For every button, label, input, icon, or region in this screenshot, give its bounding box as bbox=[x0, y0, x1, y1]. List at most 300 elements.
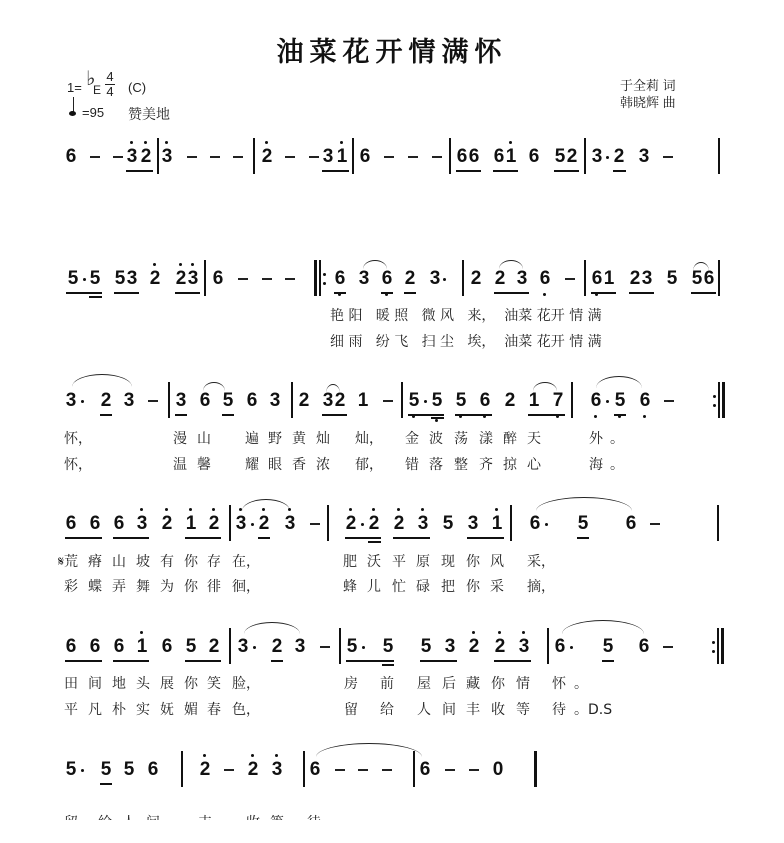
barline bbox=[401, 382, 403, 418]
note: 3 bbox=[322, 146, 334, 167]
underline bbox=[66, 292, 102, 294]
lyric: 瘠 bbox=[88, 554, 102, 570]
lyric: 采， bbox=[527, 554, 555, 570]
double-underline bbox=[431, 417, 444, 419]
note: 3 bbox=[517, 636, 531, 658]
dash bbox=[310, 523, 320, 525]
underline bbox=[114, 292, 139, 294]
underline bbox=[393, 537, 430, 539]
barline bbox=[718, 260, 720, 296]
lyric: 等 bbox=[516, 702, 530, 718]
underline bbox=[602, 660, 614, 662]
underline bbox=[467, 537, 504, 539]
lyric: 前 bbox=[380, 676, 394, 692]
note: 5 bbox=[114, 268, 126, 289]
note: 5 bbox=[222, 390, 234, 411]
lyric: 待 bbox=[552, 702, 566, 718]
note: 5 bbox=[602, 636, 614, 657]
underline bbox=[334, 292, 346, 294]
tempo: =95 bbox=[82, 105, 105, 120]
lyric: 温 bbox=[173, 457, 187, 473]
lyric: 凡 bbox=[88, 702, 102, 718]
note: 1 bbox=[135, 636, 149, 658]
lyric: 落 bbox=[429, 457, 443, 473]
lyric: 春 bbox=[207, 702, 221, 718]
lyric: 外 bbox=[589, 431, 603, 447]
note: 6 bbox=[478, 390, 492, 412]
lyric: 地 bbox=[112, 676, 126, 692]
barline bbox=[327, 505, 329, 541]
note: 3 bbox=[467, 513, 479, 534]
note: 2 bbox=[613, 146, 625, 167]
lyric: 笑 bbox=[207, 676, 221, 692]
lyric: 你 bbox=[184, 676, 198, 692]
lyric: 怀， bbox=[64, 457, 92, 473]
note: 5 bbox=[346, 636, 358, 657]
underline bbox=[614, 414, 626, 416]
note: 6 bbox=[625, 513, 637, 534]
dash bbox=[309, 156, 319, 158]
underline bbox=[65, 537, 102, 539]
underline bbox=[113, 537, 149, 539]
dash bbox=[90, 156, 100, 158]
underline bbox=[591, 292, 616, 294]
dash bbox=[187, 156, 197, 158]
note: 3 bbox=[126, 268, 138, 289]
note: 1 bbox=[335, 146, 349, 168]
dash bbox=[358, 769, 368, 771]
lyric: 漾 bbox=[479, 431, 493, 447]
lyric: 实 bbox=[136, 702, 150, 718]
note: 2 bbox=[494, 268, 506, 289]
note: 5 bbox=[65, 759, 77, 780]
note: 6 bbox=[65, 636, 77, 657]
dash bbox=[469, 769, 479, 771]
underline bbox=[493, 170, 518, 172]
lyric: 醉 bbox=[503, 431, 517, 447]
lyric: 𝄋荒 bbox=[58, 554, 79, 570]
augmentation-dot bbox=[606, 156, 609, 159]
dash bbox=[432, 156, 442, 158]
note: 3 bbox=[294, 636, 306, 657]
lyric: 沃 bbox=[367, 554, 381, 570]
lyric: 藏 bbox=[466, 676, 480, 692]
note: 6 bbox=[589, 390, 603, 412]
lyric: 给 bbox=[380, 702, 394, 718]
lyric: 忙 bbox=[392, 579, 406, 595]
underline bbox=[577, 537, 589, 539]
note: 6 bbox=[113, 513, 125, 534]
lyrics-line-2-verse-2: 细 雨 纷 飞 扫 尘 埃， 油菜 花开 情 满 bbox=[330, 334, 602, 350]
repeat-end-barline bbox=[717, 628, 719, 664]
bottom-crop-mask bbox=[0, 820, 784, 843]
lyric: 错 bbox=[405, 457, 419, 473]
note: 6 bbox=[468, 146, 480, 167]
barline bbox=[717, 505, 719, 541]
underline bbox=[258, 537, 270, 539]
lyric: 。 bbox=[610, 457, 624, 473]
lyric: 头 bbox=[136, 676, 150, 692]
note: 2 bbox=[470, 268, 482, 289]
dash bbox=[565, 278, 575, 280]
note: 2 bbox=[246, 759, 260, 781]
underline bbox=[100, 414, 112, 416]
note: 5 bbox=[577, 513, 589, 534]
dash bbox=[663, 646, 673, 648]
note: 3 bbox=[175, 390, 187, 411]
note: 3 bbox=[429, 268, 441, 289]
note: 6 bbox=[703, 268, 715, 289]
lyric: 你 bbox=[184, 579, 198, 595]
underline bbox=[381, 292, 393, 294]
note: 6 bbox=[89, 636, 101, 657]
underline bbox=[528, 414, 565, 416]
barline bbox=[229, 628, 231, 664]
note: 3 bbox=[269, 390, 281, 411]
lyric: 灿 bbox=[316, 431, 330, 447]
lyric: 原 bbox=[416, 554, 430, 570]
note: 2 bbox=[392, 513, 406, 535]
lyric: 山 bbox=[197, 431, 211, 447]
key-note: E bbox=[93, 83, 102, 97]
note: 3 bbox=[516, 268, 528, 289]
underline bbox=[420, 660, 457, 662]
note: 6 bbox=[161, 636, 173, 657]
note: 6 bbox=[554, 636, 566, 657]
lyric: 浓 bbox=[316, 457, 330, 473]
repeat-dot bbox=[323, 282, 326, 285]
note: 5 bbox=[691, 268, 703, 289]
augmentation-dot bbox=[545, 523, 548, 526]
lyric: 风 bbox=[490, 554, 504, 570]
note: 6 bbox=[246, 390, 258, 411]
lyric: 肥 bbox=[343, 554, 357, 570]
underline bbox=[185, 660, 221, 662]
note: 6 bbox=[199, 390, 211, 411]
note: 2 bbox=[566, 146, 578, 167]
note: 5 bbox=[420, 636, 432, 657]
augmentation-dot bbox=[253, 646, 256, 649]
underline bbox=[126, 170, 153, 172]
note: 3 bbox=[160, 146, 174, 168]
barline bbox=[571, 382, 573, 418]
note: 2 bbox=[493, 636, 507, 658]
underline bbox=[408, 414, 444, 416]
note: 5 bbox=[100, 759, 112, 780]
underline bbox=[185, 537, 221, 539]
note: 3 bbox=[270, 759, 284, 781]
note: 2 bbox=[344, 513, 358, 535]
lyric: 香 bbox=[292, 457, 306, 473]
dash bbox=[238, 278, 248, 280]
underline bbox=[100, 783, 112, 785]
augmentation-dot bbox=[606, 400, 609, 403]
slur bbox=[316, 743, 422, 757]
lyric: 灿， bbox=[355, 431, 383, 447]
underline bbox=[322, 414, 347, 416]
slur bbox=[242, 499, 290, 511]
note: 1 bbox=[603, 268, 615, 289]
underline bbox=[222, 414, 234, 416]
lyric: 脸， bbox=[232, 676, 260, 692]
lyric: 你 bbox=[466, 579, 480, 595]
barline bbox=[352, 138, 354, 174]
lyric: 山 bbox=[112, 554, 126, 570]
lyric: 收 bbox=[491, 702, 505, 718]
note: 6 bbox=[529, 513, 541, 534]
note: 5 bbox=[67, 268, 79, 289]
underline bbox=[455, 414, 492, 416]
underline bbox=[113, 660, 149, 662]
note: 6 bbox=[65, 513, 77, 534]
barline bbox=[339, 628, 341, 664]
barline bbox=[291, 382, 293, 418]
dash bbox=[148, 400, 158, 402]
key-signature bbox=[67, 80, 82, 95]
repeat-dot bbox=[713, 404, 716, 407]
barline bbox=[181, 751, 183, 787]
note: 3 bbox=[591, 146, 603, 167]
lyric: 。 bbox=[574, 676, 588, 692]
barline bbox=[449, 138, 451, 174]
note: 6 bbox=[359, 146, 371, 167]
score-line-3 bbox=[0, 390, 784, 430]
lyric: 。 bbox=[610, 431, 624, 447]
lyric: 波 bbox=[429, 431, 443, 447]
note: 1 bbox=[357, 390, 369, 411]
barline bbox=[204, 260, 206, 296]
note: 2 bbox=[148, 268, 162, 290]
slur bbox=[536, 497, 632, 511]
note: 6 bbox=[65, 146, 77, 167]
lyrics-line-2-verse-1: 艳 阳 暖 照 微 风 来， 油菜 花开 情 满 bbox=[330, 308, 602, 324]
expression-mark: 赞美地 bbox=[128, 106, 170, 122]
note: 2 bbox=[404, 268, 416, 289]
lyric: 朴 bbox=[112, 702, 126, 718]
augmentation-dot bbox=[251, 523, 254, 526]
slur bbox=[562, 620, 644, 634]
dash bbox=[445, 769, 455, 771]
note: 3 bbox=[641, 268, 653, 289]
dash bbox=[335, 769, 345, 771]
lyricist: 于全莉 词 bbox=[620, 78, 676, 93]
underline bbox=[613, 170, 626, 172]
note: 6 bbox=[147, 759, 159, 780]
lyric: 儿 bbox=[367, 579, 381, 595]
note: 6 bbox=[333, 268, 347, 290]
note: 2 bbox=[504, 390, 516, 411]
note: 5 bbox=[554, 146, 566, 167]
note: 5 bbox=[666, 268, 678, 289]
lyric: 遍 bbox=[245, 431, 259, 447]
barline bbox=[584, 138, 586, 174]
lyric: 人 bbox=[417, 702, 431, 718]
lyric: 彩 bbox=[64, 579, 78, 595]
underline bbox=[494, 660, 531, 662]
note: 6 bbox=[113, 636, 125, 657]
note: 5 bbox=[382, 636, 394, 657]
repeat-end-barline-thick bbox=[722, 382, 725, 418]
alt-key: (C) bbox=[128, 80, 147, 95]
augmentation-dot bbox=[443, 278, 446, 281]
underline bbox=[629, 292, 654, 294]
lyric: 平 bbox=[392, 554, 406, 570]
repeat-start-barline bbox=[314, 260, 317, 296]
lyric: 耀 bbox=[245, 457, 259, 473]
note: 1 bbox=[528, 390, 540, 411]
dash bbox=[224, 769, 234, 771]
repeat-end-barline bbox=[718, 382, 720, 418]
note: 3 bbox=[186, 268, 200, 290]
repeat-dot bbox=[323, 273, 326, 276]
lyric: 蝶 bbox=[88, 579, 102, 595]
score-line-2 bbox=[0, 268, 784, 308]
note: 6 bbox=[419, 759, 431, 780]
underline bbox=[346, 660, 394, 662]
lyric: 荡 bbox=[454, 431, 468, 447]
lyric: 你 bbox=[466, 554, 480, 570]
dash bbox=[663, 156, 673, 158]
barline bbox=[303, 751, 305, 787]
note: 2 bbox=[257, 513, 271, 535]
time-sig-top: 4 bbox=[106, 69, 114, 84]
note: 5 bbox=[454, 390, 468, 412]
note: 6 bbox=[538, 268, 552, 290]
lyric: 色， bbox=[232, 702, 260, 718]
note: 5 bbox=[89, 268, 101, 289]
lyric: 馨 bbox=[197, 457, 211, 473]
lyric: 展 bbox=[160, 676, 174, 692]
lyric: 天 bbox=[527, 431, 541, 447]
lyric: 间 bbox=[88, 676, 102, 692]
note: 1 bbox=[504, 146, 518, 168]
score-line-1 bbox=[0, 146, 784, 186]
score-line-4 bbox=[0, 513, 784, 553]
augmentation-dot bbox=[570, 646, 573, 649]
underline bbox=[65, 660, 102, 662]
dash bbox=[320, 646, 330, 648]
note: 3 bbox=[444, 636, 456, 657]
note: 3 bbox=[358, 268, 370, 289]
note: 1 bbox=[490, 513, 504, 535]
lyric: 郁， bbox=[355, 457, 383, 473]
note: 6 bbox=[380, 268, 394, 290]
lyric: 徊， bbox=[232, 579, 260, 595]
dash bbox=[113, 156, 123, 158]
lyric: 弄 bbox=[112, 579, 126, 595]
lyric: 摘， bbox=[527, 579, 555, 595]
note: 6 bbox=[456, 146, 468, 167]
slur bbox=[244, 622, 300, 634]
note: 2 bbox=[298, 390, 310, 411]
lyric: 在， bbox=[232, 554, 260, 570]
note: 6 bbox=[638, 636, 650, 657]
lyric: 野 bbox=[268, 431, 282, 447]
barline bbox=[510, 505, 512, 541]
note: 2 bbox=[208, 636, 220, 657]
dash bbox=[262, 278, 272, 280]
lyric: 间 bbox=[442, 702, 456, 718]
augmentation-dot bbox=[361, 523, 364, 526]
note: 2 bbox=[334, 390, 346, 411]
dash bbox=[285, 278, 295, 280]
repeat-dot bbox=[712, 641, 715, 644]
note: 2 bbox=[629, 268, 641, 289]
note: 3 bbox=[416, 513, 430, 535]
lyric: 情 bbox=[516, 676, 530, 692]
score-line-5 bbox=[0, 636, 784, 676]
note: 2 bbox=[160, 513, 174, 535]
note: 5 bbox=[442, 513, 454, 534]
note: 6 bbox=[638, 390, 652, 412]
barline bbox=[718, 138, 720, 174]
lyric: 田 bbox=[64, 676, 78, 692]
lyric: 坡 bbox=[136, 554, 150, 570]
underline bbox=[691, 292, 716, 294]
note: 6 bbox=[590, 268, 604, 290]
augmentation-dot bbox=[83, 278, 86, 281]
credits bbox=[620, 77, 676, 111]
note: 6 bbox=[309, 759, 321, 780]
lyric: 心 bbox=[527, 457, 541, 473]
lyric: 后 bbox=[442, 676, 456, 692]
dash bbox=[650, 523, 660, 525]
lyric: 徘 bbox=[207, 579, 221, 595]
lyric: 海 bbox=[589, 457, 603, 473]
note: 2 bbox=[271, 636, 283, 657]
lyric: 金 bbox=[405, 431, 419, 447]
lyric: 采 bbox=[490, 579, 504, 595]
underline bbox=[175, 292, 200, 294]
note: 2 bbox=[367, 513, 381, 535]
note: 5 bbox=[407, 390, 421, 412]
final-barline bbox=[534, 751, 537, 787]
note: 3 bbox=[234, 513, 248, 535]
song-title: 油菜花开情满怀 bbox=[276, 37, 508, 68]
lyric: 把 bbox=[441, 579, 455, 595]
barline bbox=[253, 138, 255, 174]
repeat-dot bbox=[713, 395, 716, 398]
dash bbox=[382, 769, 392, 771]
note: 2 bbox=[100, 390, 112, 411]
lyric: 。D.S bbox=[574, 702, 613, 718]
barline bbox=[462, 260, 464, 296]
note: 5 bbox=[430, 390, 444, 412]
lyric: 漫 bbox=[173, 431, 187, 447]
note: 3 bbox=[123, 390, 135, 411]
note: 6 bbox=[493, 146, 505, 167]
note: 2 bbox=[174, 268, 188, 290]
underline bbox=[345, 537, 381, 539]
lyric: 碌 bbox=[416, 579, 430, 595]
slur bbox=[596, 376, 642, 388]
note: 5 bbox=[123, 759, 135, 780]
double-underline bbox=[368, 541, 381, 543]
lyric: 怀， bbox=[64, 431, 92, 447]
note: 3 bbox=[125, 146, 139, 168]
note: 2 bbox=[139, 146, 153, 168]
lyric: 舞 bbox=[136, 579, 150, 595]
barline bbox=[168, 382, 170, 418]
augmentation-dot bbox=[424, 400, 427, 403]
dash bbox=[383, 400, 393, 402]
note: 3 bbox=[237, 636, 249, 657]
lyric: 屋 bbox=[417, 676, 431, 692]
note: 3 bbox=[135, 513, 149, 535]
lyric: 你 bbox=[184, 554, 198, 570]
time-sig-bottom: 4 bbox=[106, 84, 114, 99]
note: 6 bbox=[89, 513, 101, 534]
